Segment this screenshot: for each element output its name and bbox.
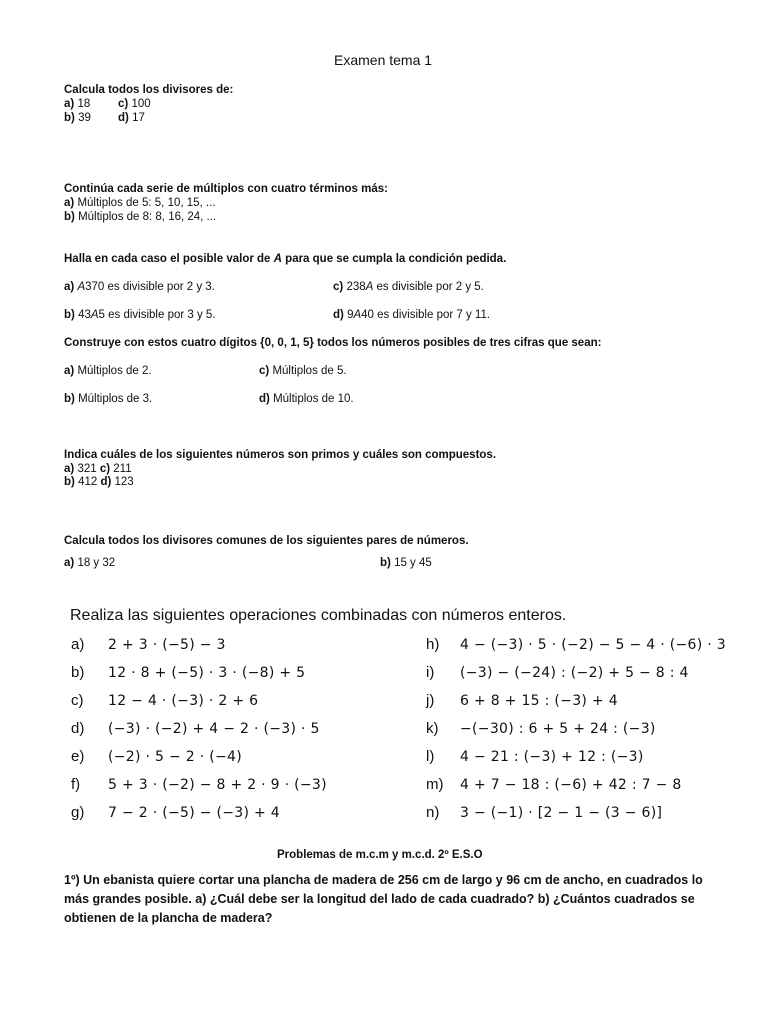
op-expr-n: 3 − (−1) · [2 − 1 − (3 − 6)] — [460, 805, 663, 821]
item-construye-b: b) Múltiplos de 3. — [64, 393, 153, 405]
op-label-h: h) — [426, 636, 440, 653]
op-label-b: b) — [71, 664, 85, 681]
item-divisores-d: d) 17 — [118, 112, 145, 124]
item-comunes-b: b) 15 y 45 — [380, 557, 432, 569]
op-label-c: c) — [71, 692, 84, 709]
op-expr-f: 5 + 3 · (−2) − 8 + 2 · 9 · (−3) — [108, 777, 327, 793]
op-expr-h: 4 − (−3) · 5 · (−2) − 5 − 4 · (−6) · 3 — [460, 637, 726, 653]
item-series-a: a) Múltiplos de 5: 5, 10, 15, ... — [64, 197, 216, 209]
question-construye-heading: Construye con estos cuatro dígitos {0, 0, 1, 5} todos los números posibles de tres cifras que sean: — [64, 337, 602, 349]
op-label-m: m) — [426, 776, 444, 793]
item-primos-row2: b) 412 d) 123 — [64, 476, 134, 488]
op-expr-c: 12 − 4 · (−3) · 2 + 6 — [108, 693, 259, 709]
op-label-l: l) — [426, 748, 435, 765]
item-construye-c: c) Múltiplos de 5. — [259, 365, 347, 377]
item-construye-d: d) Múltiplos de 10. — [259, 393, 354, 405]
item-halla-c: c) 238A es divisible por 2 y 5. — [333, 281, 484, 293]
item-comunes-a: a) 18 y 32 — [64, 557, 116, 569]
op-label-i: i) — [426, 664, 435, 681]
item-divisores-a: a) 18 — [64, 98, 91, 110]
question-halla-heading: Halla en cada caso el posible valor de A para que se cumpla la condición pedida. — [64, 253, 507, 265]
question-series-heading: Continúa cada serie de múltiplos con cuatro términos más: — [64, 183, 388, 195]
op-expr-j: 6 + 8 + 15 : (−3) + 4 — [460, 693, 618, 709]
op-label-d: d) — [71, 720, 85, 737]
question-divisores-heading: Calcula todos los divisores de: — [64, 84, 234, 96]
item-primos-row1: a) 321 c) 211 — [64, 463, 132, 475]
op-expr-l: 4 − 21 : (−3) + 12 : (−3) — [460, 749, 644, 765]
item-halla-b: b) 43A5 es divisible por 3 y 5. — [64, 309, 216, 321]
item-construye-a: a) Múltiplos de 2. — [64, 365, 152, 377]
op-label-n: n) — [426, 804, 440, 821]
op-expr-d: (−3) · (−2) + 4 − 2 · (−3) · 5 — [108, 721, 320, 737]
op-label-f: f) — [71, 776, 81, 793]
op-label-k: k) — [426, 720, 439, 737]
question-comunes-heading: Calcula todos los divisores comunes de los siguientes pares de números. — [64, 535, 469, 547]
op-label-e: e) — [71, 748, 85, 765]
item-halla-a: a) A370 es divisible por 2 y 3. — [64, 281, 215, 293]
question-operaciones-heading: Realiza las siguientes operaciones combinadas con números enteros. — [70, 607, 567, 624]
problema-1: 1º) Un ebanista quiere cortar una plancha de madera de 256 cm de largo y 96 cm de ancho, en cuadrados lo más grandes posible. a) ¿Cuál debe ser la longitud del lado de cada cuadrado? b) ¿Cuántos cuadrados se obtienen de la plancha de madera? — [64, 873, 703, 925]
question-primos-heading: Indica cuáles de los siguientes números son primos y cuáles son compuestos. — [64, 449, 497, 461]
op-label-a: a) — [71, 636, 85, 653]
op-expr-i: (−3) − (−24) : (−2) + 5 − 8 : 4 — [460, 665, 689, 681]
problemas-heading: Problemas de m.c.m y m.c.d. 2º E.S.O — [277, 849, 483, 861]
op-expr-a: 2 + 3 · (−5) − 3 — [108, 637, 226, 653]
item-series-b: b) Múltiplos de 8: 8, 16, 24, ... — [64, 211, 217, 223]
op-expr-k: −(−30) : 6 + 5 + 24 : (−3) — [460, 721, 656, 737]
op-expr-b: 12 · 8 + (−5) · 3 · (−8) + 5 — [108, 665, 306, 681]
item-divisores-c: c) 100 — [118, 98, 151, 110]
item-halla-d: d) 9A40 es divisible por 7 y 11. — [333, 309, 491, 321]
op-label-g: g) — [71, 804, 85, 821]
op-label-j: j) — [426, 692, 435, 709]
op-expr-g: 7 − 2 · (−5) − (−3) + 4 — [108, 805, 280, 821]
op-expr-m: 4 + 7 − 18 : (−6) + 42 : 7 − 8 — [460, 777, 682, 793]
op-expr-e: (−2) · 5 − 2 · (−4) — [108, 749, 242, 765]
item-divisores-b: b) 39 — [64, 112, 91, 124]
page-title: Examen tema 1 — [334, 52, 433, 68]
